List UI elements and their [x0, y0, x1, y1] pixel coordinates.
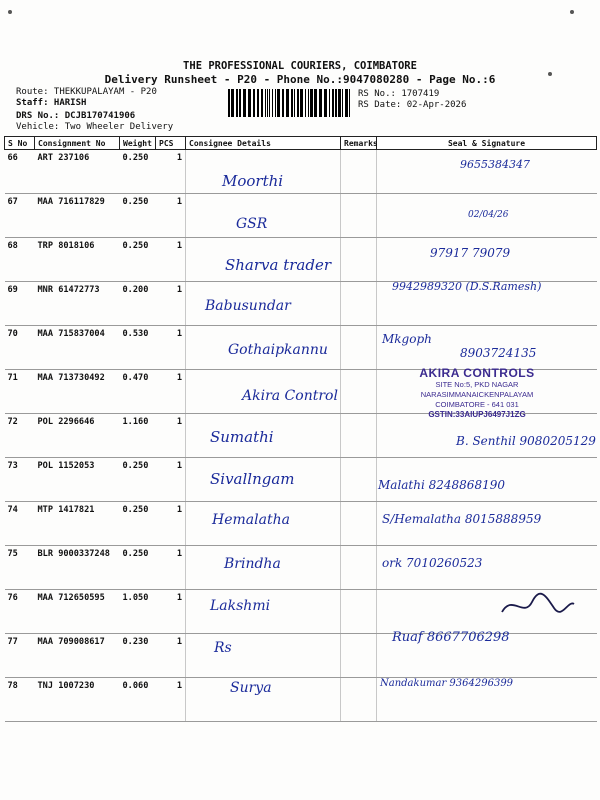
- handwritten-consignee: Babusundar: [205, 298, 291, 314]
- barcode-bar: [243, 89, 246, 117]
- cell-weight: 1.160: [120, 414, 156, 458]
- cell-sno: 71: [5, 370, 35, 414]
- col-consignment: Consignment No: [35, 137, 120, 150]
- cell-remarks: [341, 326, 377, 370]
- handwritten-signature: 02/04/26: [468, 210, 509, 220]
- barcode-bar: [294, 89, 295, 117]
- cell-remarks: [341, 414, 377, 458]
- cell-sno: 73: [5, 458, 35, 502]
- cell-consignment-no: MAA 715837004: [35, 326, 120, 370]
- handwritten-signature: 8903724135: [460, 346, 537, 360]
- barcode-bar: [324, 89, 327, 117]
- signature-scribble: [498, 590, 578, 620]
- cell-weight: 0.250: [120, 194, 156, 238]
- cell-remarks: [341, 634, 377, 678]
- cell-consignment-no: ART 237106: [35, 150, 120, 194]
- barcode-bar: [239, 89, 241, 117]
- cell-sno: 78: [5, 678, 35, 722]
- rs-date: RS Date: 02-Apr-2026: [358, 100, 467, 110]
- barcode-bar: [310, 89, 313, 117]
- col-sno: S No: [5, 137, 35, 150]
- handwritten-signature: Nandakumar 9364296399: [380, 678, 514, 689]
- cell-weight: 0.250: [120, 150, 156, 194]
- barcode-bar: [305, 89, 306, 117]
- cell-sno: 69: [5, 282, 35, 326]
- cell-remarks: [341, 502, 377, 546]
- cell-remarks: [341, 678, 377, 722]
- cell-pcs: 1: [156, 194, 186, 238]
- cell-sno: 66: [5, 150, 35, 194]
- barcode-bar: [297, 89, 299, 117]
- barcode-bar: [267, 89, 268, 117]
- handwritten-consignee: Moorthi: [222, 172, 284, 190]
- seal-gstin: GSTIN:33AIUPJ6497J1ZG: [428, 410, 526, 419]
- cell-pcs: 1: [156, 590, 186, 634]
- punch-mark: [570, 10, 574, 14]
- col-pcs: PCS: [156, 137, 186, 150]
- handwritten-consignee: Brindha: [224, 556, 281, 572]
- col-signature: Seal & Signature: [377, 137, 597, 150]
- cell-pcs: 1: [156, 282, 186, 326]
- barcode-bar: [338, 89, 341, 117]
- rs-number: RS No.: 1707419: [358, 89, 440, 99]
- handwritten-signature: Mkgoph: [382, 332, 432, 346]
- seal-line: SITE No:5, PKD NAGAR: [435, 380, 519, 389]
- cell-sno: 75: [5, 546, 35, 590]
- barcode-bar: [261, 89, 263, 117]
- vehicle-label: Vehicle: Two Wheeler Delivery: [16, 122, 174, 132]
- handwritten-signature: Malathi 8248868190: [378, 478, 505, 492]
- handwritten-consignee: Surya: [230, 680, 272, 696]
- cell-pcs: 1: [156, 326, 186, 370]
- punch-mark: [8, 10, 12, 14]
- barcode-bar: [308, 89, 309, 117]
- company-seal: [402, 366, 552, 419]
- cell-remarks: [341, 194, 377, 238]
- table-row: [5, 546, 597, 590]
- cell-pcs: 1: [156, 414, 186, 458]
- handwritten-signature: 97917 79079: [430, 246, 511, 260]
- cell-sno: 68: [5, 238, 35, 282]
- col-weight: Weight: [120, 137, 156, 150]
- cell-consignment-no: MTP 1417821: [35, 502, 120, 546]
- cell-pcs: 1: [156, 150, 186, 194]
- handwritten-signature: B. Senthil 9080205129: [456, 434, 596, 448]
- handwritten-signature: ork 7010260523: [382, 556, 483, 570]
- cell-consignment-no: MAA 709008617: [35, 634, 120, 678]
- seal-name: AKIRA CONTROLS: [419, 366, 535, 380]
- cell-consignment-no: MAA 712650595: [35, 590, 120, 634]
- cell-weight: 0.250: [120, 502, 156, 546]
- handwritten-consignee: Hemalatha: [212, 512, 290, 528]
- cell-consignment-no: MNR 61472773: [35, 282, 120, 326]
- barcode-bar: [286, 89, 289, 117]
- handwritten-consignee: Sivallngam: [210, 470, 295, 488]
- barcode-bar: [282, 89, 284, 117]
- drs-label: DRS No.: DCJB170741906: [16, 111, 136, 121]
- handwritten-signature: Ruaf 8667706298: [392, 630, 510, 645]
- cell-weight: 0.230: [120, 634, 156, 678]
- cell-weight: 0.250: [120, 238, 156, 282]
- cell-sno: 70: [5, 326, 35, 370]
- cell-sno: 74: [5, 502, 35, 546]
- cell-signature: [377, 150, 597, 194]
- handwritten-consignee: Sharva trader: [225, 256, 332, 274]
- barcode-bar: [248, 89, 251, 117]
- seal-line: NARASIMMANAICKENPALAYAM: [420, 390, 534, 399]
- barcode: [228, 89, 354, 117]
- cell-consignment-no: TNJ 1007230: [35, 678, 120, 722]
- cell-pcs: 1: [156, 370, 186, 414]
- barcode-bar: [335, 89, 337, 117]
- barcode-bar: [253, 89, 255, 117]
- cell-weight: 0.470: [120, 370, 156, 414]
- cell-consignment-no: BLR 9000337248: [35, 546, 120, 590]
- cell-sno: 76: [5, 590, 35, 634]
- handwritten-consignee: Gothaipkannu: [228, 342, 328, 358]
- staff-label: Staff: HARISH: [16, 98, 87, 108]
- barcode-bar: [319, 89, 322, 117]
- cell-remarks: [341, 150, 377, 194]
- cell-pcs: 1: [156, 458, 186, 502]
- handwritten-consignee: Rs: [214, 640, 232, 656]
- cell-sno: 72: [5, 414, 35, 458]
- barcode-bar: [231, 89, 234, 117]
- seal-line: COIMBATORE - 641 031: [435, 400, 519, 409]
- cell-remarks: [341, 238, 377, 282]
- table-header-row: [5, 137, 597, 150]
- barcode-bar: [332, 89, 334, 117]
- cell-pcs: 1: [156, 634, 186, 678]
- barcode-bar: [345, 89, 348, 117]
- col-consignee: Consignee Details: [186, 137, 341, 150]
- table-row: [5, 458, 597, 502]
- barcode-bar: [265, 89, 266, 117]
- cell-pcs: 1: [156, 546, 186, 590]
- barcode-bar: [349, 89, 350, 117]
- cell-weight: 0.060: [120, 678, 156, 722]
- barcode-bar: [269, 89, 270, 117]
- barcode-bar: [342, 89, 343, 117]
- cell-weight: 0.250: [120, 546, 156, 590]
- cell-consignment-no: POL 2296646: [35, 414, 120, 458]
- cell-pcs: 1: [156, 238, 186, 282]
- cell-remarks: [341, 458, 377, 502]
- handwritten-consignee: Sumathi: [210, 428, 274, 446]
- cell-sno: 77: [5, 634, 35, 678]
- runsheet-subtitle: Delivery Runsheet - P20 - Phone No.:9047080280 - Page No.:6: [104, 73, 496, 86]
- cell-pcs: 1: [156, 502, 186, 546]
- barcode-bar: [275, 89, 276, 117]
- col-remarks: Remarks: [341, 137, 377, 150]
- cell-remarks: [341, 546, 377, 590]
- barcode-bar: [329, 89, 330, 117]
- barcode-bar: [300, 89, 303, 117]
- cell-sno: 67: [5, 194, 35, 238]
- handwritten-consignee: Lakshmi: [210, 598, 271, 614]
- barcode-bar: [228, 89, 230, 117]
- cell-consignment-no: MAA 716117829: [35, 194, 120, 238]
- cell-pcs: 1: [156, 678, 186, 722]
- cell-weight: 0.200: [120, 282, 156, 326]
- cell-remarks: [341, 590, 377, 634]
- handwritten-consignee: GSR: [236, 216, 268, 232]
- cell-weight: 0.250: [120, 458, 156, 502]
- route-label: Route: THEKKUPALAYAM - P20: [16, 87, 157, 97]
- handwritten-consignee: Akira Control: [242, 388, 338, 404]
- company-title: THE PROFESSIONAL COURIERS, COIMBATORE: [183, 60, 417, 72]
- table-row: [5, 150, 597, 194]
- barcode-bar: [236, 89, 238, 117]
- barcode-bar: [277, 89, 280, 117]
- cell-weight: 1.050: [120, 590, 156, 634]
- barcode-bar: [257, 89, 259, 117]
- barcode-bar: [272, 89, 273, 117]
- cell-remarks: [341, 282, 377, 326]
- cell-consignment-no: TRP 8018106: [35, 238, 120, 282]
- cell-weight: 0.530: [120, 326, 156, 370]
- cell-consignee: [186, 634, 341, 678]
- barcode-bar: [291, 89, 293, 117]
- handwritten-signature: 9942989320 (D.S.Ramesh): [392, 280, 542, 293]
- cell-remarks: [341, 370, 377, 414]
- cell-consignment-no: MAA 713730492: [35, 370, 120, 414]
- barcode-bar: [314, 89, 317, 117]
- cell-consignment-no: POL 1152053: [35, 458, 120, 502]
- handwritten-signature: S/Hemalatha 8015888959: [382, 512, 542, 526]
- handwritten-signature: 9655384347: [460, 158, 530, 171]
